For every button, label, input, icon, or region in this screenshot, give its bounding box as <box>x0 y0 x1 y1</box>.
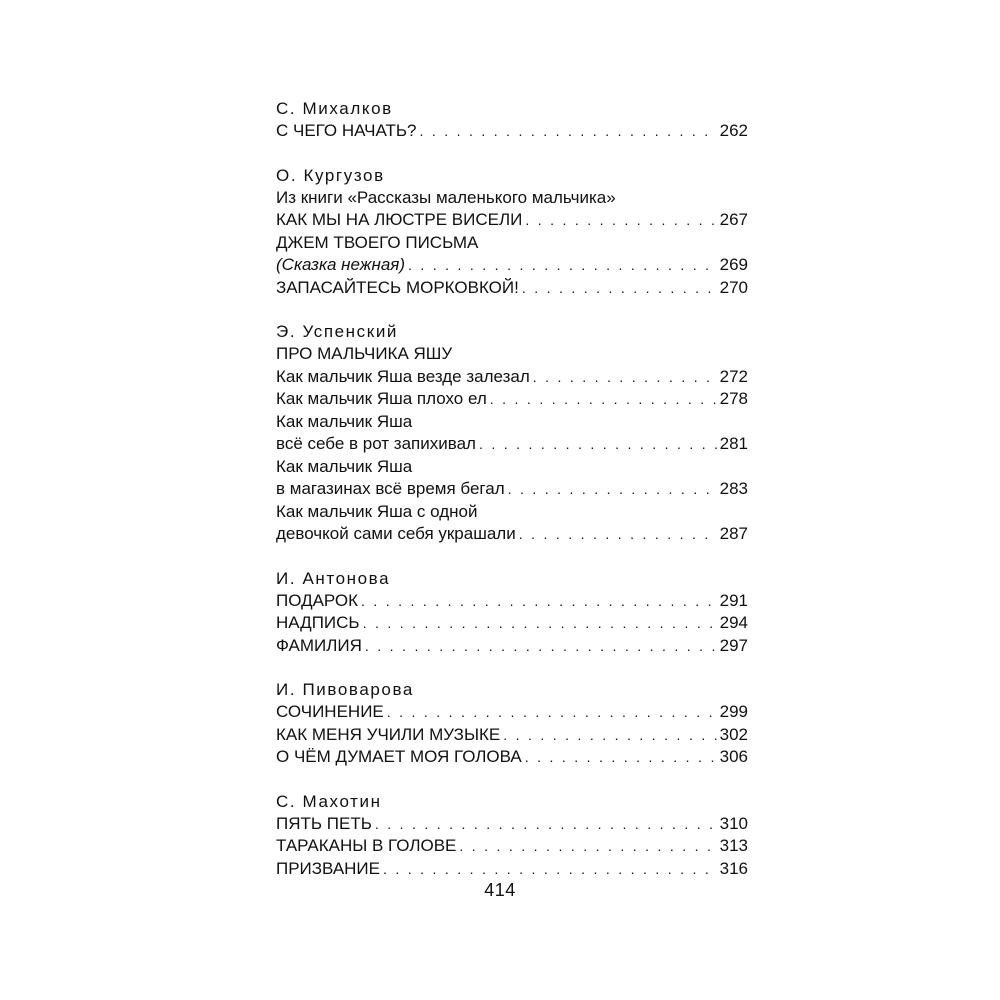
entry-title: (Сказка нежная) <box>276 255 406 274</box>
author-name: С. Махотин <box>276 791 382 811</box>
toc-entry <box>276 835 748 858</box>
entry-page-number: 270 <box>719 277 748 297</box>
toc-entry <box>276 858 748 881</box>
toc-entry <box>276 612 748 635</box>
dot-leader <box>533 366 717 388</box>
dot-leader <box>420 120 717 142</box>
entry-page-number: 278 <box>719 389 748 408</box>
toc-entry <box>276 724 748 747</box>
dot-leader <box>375 813 717 835</box>
entry-title: в магазинах всё время бегал <box>276 479 505 498</box>
toc-entry <box>276 590 748 613</box>
entry-title: ФАМИЛИЯ <box>276 635 362 655</box>
entry-title: ПРИЗВАНИЕ <box>276 858 380 878</box>
author-name: Э. Успенский <box>276 322 399 341</box>
toc-entry <box>276 277 748 300</box>
toc-entry <box>276 478 748 501</box>
toc-subheading: Из книги «Рассказы маленького мальчика» <box>276 187 616 207</box>
entry-page-number: 306 <box>719 747 748 766</box>
toc-entry <box>276 254 748 277</box>
entry-title: ТАРАКАНЫ В ГОЛОВЕ <box>276 836 457 855</box>
toc-section <box>276 321 748 546</box>
dot-leader <box>490 388 717 410</box>
toc-section <box>276 791 748 881</box>
toc-entry <box>276 209 748 232</box>
entry-page-number: 310 <box>719 813 748 833</box>
page-number: 414 <box>484 880 516 900</box>
entry-title: ЗАПАСАЙТЕСЬ МОРКОВКОЙ! <box>276 277 519 297</box>
dot-leader <box>383 858 717 880</box>
entry-title: О ЧЁМ ДУМАЕТ МОЯ ГОЛОВА <box>276 747 522 766</box>
entry-title: Как мальчик Яша плохо ел <box>276 389 487 408</box>
dot-leader <box>365 635 717 657</box>
toc-entry <box>276 813 748 836</box>
entry-page-number: 294 <box>719 613 748 632</box>
toc-subheading: Как мальчик Яша <box>276 411 413 431</box>
toc-entry <box>276 746 748 769</box>
table-of-contents <box>276 98 748 902</box>
dot-leader <box>387 701 717 723</box>
entry-page-number: 267 <box>719 210 748 229</box>
author-name: О. Кургузов <box>276 165 385 185</box>
toc-entry <box>276 433 748 456</box>
toc-entry <box>276 523 748 546</box>
toc-section <box>276 568 748 658</box>
entry-title: всё себе в рот запихивал <box>276 434 476 453</box>
dot-leader <box>361 590 717 612</box>
dot-leader <box>525 746 717 768</box>
toc-section <box>276 679 748 769</box>
dot-leader <box>522 277 717 299</box>
entry-page-number: 262 <box>719 121 748 140</box>
toc-entry <box>276 120 748 143</box>
entry-title: СОЧИНЕНИЕ <box>276 702 384 721</box>
dot-leader <box>503 724 716 746</box>
dot-leader <box>459 835 716 857</box>
dot-leader <box>479 433 717 455</box>
entry-page-number: 272 <box>719 366 748 386</box>
entry-page-number: 269 <box>719 255 748 274</box>
entry-page-number: 316 <box>719 858 748 878</box>
entry-page-number: 302 <box>719 724 748 744</box>
entry-title: Как мальчик Яша везде залезал <box>276 366 530 386</box>
entry-page-number: 299 <box>719 702 748 721</box>
entry-title: девочкой сами себя украшали <box>276 524 516 543</box>
entry-page-number: 287 <box>719 524 748 543</box>
entry-title: ПЯТЬ ПЕТЬ <box>276 813 372 833</box>
toc-subheading: Как мальчик Яша <box>276 456 413 476</box>
toc-subheading: Как мальчик Яша с одной <box>276 501 478 521</box>
entry-page-number: 313 <box>719 836 748 855</box>
toc-subheading: ДЖЕМ ТВОЕГО ПИСЬМА <box>276 232 479 252</box>
toc-entry <box>276 635 748 658</box>
toc-section <box>276 165 748 300</box>
entry-page-number: 283 <box>719 479 748 498</box>
entry-page-number: 297 <box>719 635 748 655</box>
dot-leader <box>508 478 717 500</box>
entry-title: С ЧЕГО НАЧАТЬ? <box>276 121 417 140</box>
entry-title: КАК МЫ НА ЛЮСТРЕ ВИСЕЛИ <box>276 210 523 229</box>
dot-leader <box>525 209 716 231</box>
dot-leader <box>363 612 717 634</box>
entry-title: ПОДАРОК <box>276 590 359 610</box>
entry-page-number: 281 <box>719 434 748 453</box>
toc-entry <box>276 366 748 389</box>
dot-leader <box>519 523 717 545</box>
entry-title: НАДПИСЬ <box>276 613 360 632</box>
toc-subheading: ПРО МАЛЬЧИКА ЯШУ <box>276 344 453 363</box>
toc-entry <box>276 701 748 724</box>
author-name: И. Пивоварова <box>276 680 414 699</box>
author-name: С. Михалков <box>276 99 393 118</box>
toc-entry <box>276 388 748 411</box>
author-name: И. Антонова <box>276 568 391 588</box>
toc-section <box>276 98 748 143</box>
entry-page-number: 291 <box>719 590 748 610</box>
dot-leader <box>408 254 717 276</box>
entry-title: КАК МЕНЯ УЧИЛИ МУЗЫКЕ <box>276 724 501 744</box>
